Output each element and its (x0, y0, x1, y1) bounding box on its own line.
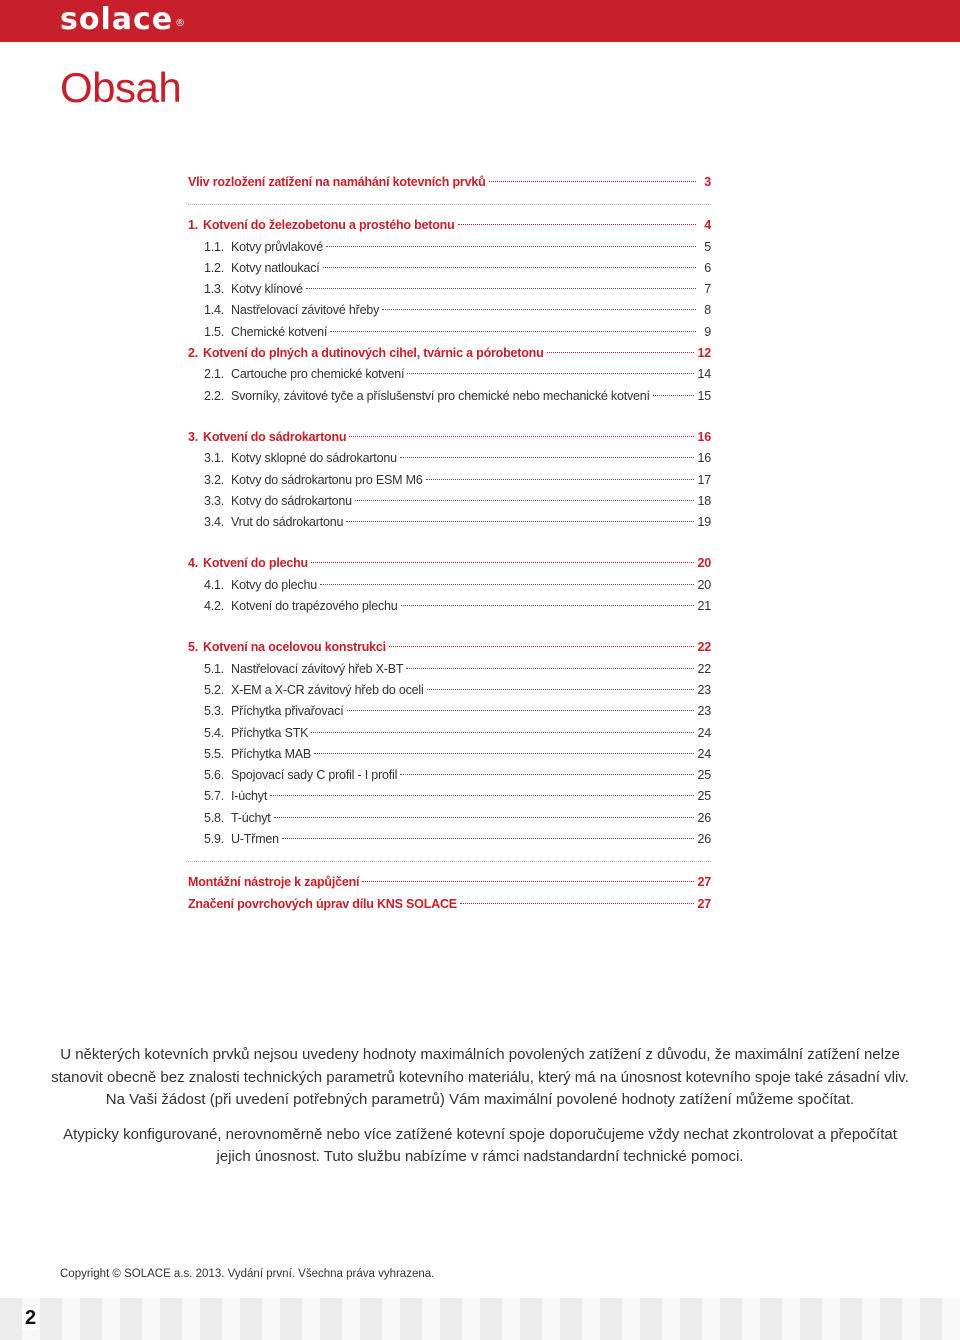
toc-entry-page: 22 (697, 661, 711, 676)
toc-entry-page: 25 (697, 768, 711, 783)
toc-entry-number: 3.2. (204, 472, 225, 487)
toc-subentry[interactable] (188, 765, 711, 786)
dot-leader (355, 500, 695, 501)
toc-entry-page: 26 (697, 810, 711, 825)
toc-entry-label: X-EM a X-CR závitový hřeb do oceli (231, 682, 424, 697)
toc-entry-page: 16 (697, 429, 711, 444)
dot-leader (320, 584, 695, 585)
toc-entry-number: 4. (188, 556, 199, 571)
table-of-contents (188, 172, 711, 915)
toc-entry-number: 5.3. (204, 704, 225, 719)
registered-mark: ® (175, 18, 187, 29)
toc-entry-page: 16 (697, 451, 711, 466)
dot-leader (389, 646, 695, 647)
toc-entry-label: Nastřelovací závitové hřeby (231, 303, 380, 318)
toc-entry-page: 9 (704, 324, 711, 339)
footer-bar (0, 1298, 960, 1340)
toc-entry-number: 4.1. (204, 577, 225, 592)
toc-subentry[interactable] (188, 701, 711, 722)
dot-leader (311, 732, 694, 733)
dot-leader (653, 395, 695, 396)
toc-entry-number: 4.2. (204, 599, 225, 614)
toc-entry-page: 24 (697, 746, 711, 761)
toc-entry-label: Kotvy sklopné do sádrokartonu (231, 451, 397, 466)
toc-entry-number: 5.9. (204, 832, 225, 847)
toc-entry-number: 5.2. (204, 682, 225, 697)
toc-entry-page: 14 (697, 367, 711, 382)
toc-sections-group (188, 215, 711, 850)
info-note (40, 1044, 920, 1181)
dot-leader (460, 903, 695, 904)
toc-subentry[interactable] (188, 258, 711, 279)
note-line: U některých kotevních prvků nejsou uvedeny hodnoty maximálních povolených zatížení z důvodu, že maximální zatížení nelze (60, 1046, 900, 1063)
dot-leader (382, 309, 696, 310)
toc-entry-number: 5. (188, 640, 199, 655)
toc-entry-number: 1.5. (204, 324, 225, 339)
toc-entry-label: Vrut do sádrokartonu (231, 515, 344, 530)
toc-entry-label: Vliv rozložení zatížení na namáhání kotevních prvků (188, 175, 486, 189)
toc-subentry[interactable] (188, 659, 711, 680)
toc-entry[interactable] (188, 172, 711, 193)
toc-entry-label: Kotvení do plechu (203, 556, 308, 571)
dot-leader (274, 817, 695, 818)
toc-entry-label: Spojovací sady C profil - I profil (231, 768, 398, 783)
toc-entry-number: 2.2. (204, 388, 225, 403)
note-line: Na Vaši žádost (při uvedení potřebných parametrů) Vám maximální povolené hodnoty zatížení můžeme spočítat. (105, 1091, 855, 1108)
toc-entry-page: 24 (697, 725, 711, 740)
dot-leader (346, 521, 694, 522)
dot-leader (458, 224, 696, 225)
toc-entry-label: T-úchyt (231, 810, 271, 825)
dot-leader (426, 479, 695, 480)
toc-entry-page: 23 (697, 682, 711, 697)
toc-entry[interactable] (188, 637, 711, 658)
toc-subentry[interactable] (188, 512, 711, 533)
toc-entry-page: 6 (704, 260, 711, 275)
toc-entry-page: 8 (704, 303, 711, 318)
toc-entry-page: 12 (697, 346, 711, 361)
toc-entry-page: 25 (697, 789, 711, 804)
toc-entry[interactable] (188, 553, 711, 574)
toc-entry[interactable] (188, 872, 711, 893)
toc-entry-page: 17 (697, 472, 711, 487)
dot-leader (400, 457, 695, 458)
toc-entry-page: 5 (704, 239, 711, 254)
toc-entry-label: Kotvy natloukací (231, 260, 320, 275)
toc-entry-number: 1.4. (204, 303, 225, 318)
toc-subentry[interactable] (188, 300, 711, 321)
toc-entry-label: Kotvy klínové (231, 282, 303, 297)
toc-spacer (188, 617, 711, 637)
note-line: stanovit obecně bez znalosti technických parametrů kotevního materiálu, který má na únosnost kotevního spoje také zásadní vliv. (51, 1068, 909, 1086)
toc-entry-number: 5.4. (204, 725, 225, 740)
note-line: Atypicky konfigurované, nerovnoměrně nebo více zatížené kotevní spoje doporučujeme vždy nechat zkontrolovat a přepočítat (63, 1125, 897, 1143)
dot-leader (311, 562, 695, 563)
toc-entry-page: 27 (697, 875, 711, 890)
toc-subentry[interactable] (188, 322, 711, 343)
dot-leader (362, 881, 694, 882)
copyright-text: Copyright © SOLACE a.s. 2013. Vydání první. Všechna práva vyhrazena. (60, 1268, 435, 1280)
toc-subentry[interactable] (188, 279, 711, 300)
logo-text: solace (60, 2, 174, 37)
toc-subentry[interactable] (188, 575, 711, 596)
toc-entry-label: Kotvení do plných a dutinových cihel, tvárnic a pórobetonu (203, 346, 544, 361)
toc-entry-page: 26 (697, 832, 711, 847)
toc-entry-number: 2. (188, 346, 199, 361)
toc-entry-number: 3.3. (204, 493, 225, 508)
toc-entry-number: 5.6. (204, 768, 225, 783)
toc-subentry[interactable] (188, 237, 711, 258)
dot-leader (349, 436, 694, 437)
note-paragraph-2 (40, 1124, 920, 1169)
dot-leader (407, 373, 694, 374)
toc-entry-page: 21 (697, 599, 711, 614)
toc-entry-label: U-Třmen (231, 832, 279, 847)
toc-intro-group (188, 172, 711, 193)
toc-entry-label: Kotvení do trapézového plechu (231, 599, 398, 614)
dot-leader (282, 838, 695, 839)
toc-entry-label: Kotvy do sádrokartonu pro ESM M6 (231, 472, 423, 487)
toc-entry-number: 3. (188, 429, 199, 444)
toc-entry-page: 19 (697, 515, 711, 530)
toc-entry-page: 3 (704, 175, 711, 189)
dot-leader (401, 605, 695, 606)
dot-leader (314, 753, 694, 754)
dot-leader (406, 668, 694, 669)
toc-entry-label: Cartouche pro chemické kotvení (231, 367, 405, 382)
toc-entry[interactable] (188, 894, 711, 915)
note-paragraph-1 (40, 1044, 920, 1112)
toc-entry-page: 22 (697, 640, 711, 655)
toc-entry-number: 5.1. (204, 661, 225, 676)
dot-leader (547, 352, 695, 353)
note-line: jejich únosnost. Tuto službu nabízíme v rámci nadstandardní technické pomoci. (216, 1148, 744, 1165)
header-bar (0, 0, 960, 42)
toc-subentry[interactable] (188, 829, 711, 850)
toc-entry-page: 23 (697, 704, 711, 719)
toc-entry-label: Kotvení na ocelovou konstrukci (203, 640, 386, 655)
toc-entry-page: 7 (704, 282, 711, 297)
toc-entry-number: 5.7. (204, 789, 225, 804)
toc-entry[interactable] (188, 427, 711, 448)
toc-subentry[interactable] (188, 786, 711, 807)
toc-entry-number: 3.1. (204, 451, 225, 466)
toc-subentry[interactable] (188, 470, 711, 491)
toc-entry-label: Kotvení do sádrokartonu (203, 429, 347, 444)
toc-subentry[interactable] (188, 723, 711, 744)
toc-entry-number: 5.8. (204, 810, 225, 825)
toc-subentry[interactable] (188, 680, 711, 701)
dot-leader (306, 288, 696, 289)
toc-entry-number: 1. (188, 218, 199, 233)
toc-entry-number: 5.5. (204, 746, 225, 761)
toc-divider (188, 850, 711, 862)
toc-entry-label: Kotvy průvlakové (231, 239, 323, 254)
toc-entry-label: Kotvy do plechu (231, 577, 317, 592)
toc-entry-label: Chemické kotvení (231, 324, 328, 339)
page-title: Obsah (60, 64, 182, 111)
toc-entry-number: 1.3. (204, 282, 225, 297)
toc-subentry[interactable] (188, 448, 711, 469)
page-number: 2 (22, 1307, 39, 1330)
toc-entry-label: Příchytka STK (231, 725, 309, 740)
toc-entry-page: 18 (697, 493, 711, 508)
toc-spacer (188, 407, 711, 427)
toc-entry-page: 20 (697, 556, 711, 571)
toc-entry-label: I-úchyt (231, 789, 268, 804)
toc-divider (188, 193, 711, 205)
toc-appendix-group (188, 872, 711, 915)
toc-entry-page: 4 (704, 218, 711, 233)
toc-entry-page: 15 (697, 388, 711, 403)
toc-entry[interactable] (188, 343, 711, 364)
toc-entry-number: 1.2. (204, 260, 225, 275)
toc-subentry[interactable] (188, 808, 711, 829)
dot-leader (489, 181, 696, 182)
solace-logo (60, 3, 186, 37)
toc-entry-label: Montážní nástroje k zapůjčení (188, 875, 360, 890)
toc-subentry[interactable] (188, 364, 711, 385)
toc-entry-label: Svorníky, závitové tyče a příslušenství pro chemické nebo mechanické kotvení (231, 388, 650, 403)
toc-subentry[interactable] (188, 596, 711, 617)
toc-entry-label: Kotvy do sádrokartonu (231, 493, 352, 508)
dot-leader (270, 795, 694, 796)
toc-entry-label: Příchytka přivařovací (231, 704, 344, 719)
toc-entry[interactable] (188, 215, 711, 236)
toc-entry-label: Značení povrchových úprav dílu KNS SOLACE (188, 896, 457, 911)
dot-leader (326, 246, 696, 247)
dot-leader (400, 774, 694, 775)
dot-leader (330, 331, 696, 332)
toc-subentry[interactable] (188, 491, 711, 512)
toc-entry-label: Nastřelovací závitový hřeb X-BT (231, 661, 404, 676)
toc-entry-number: 1.1. (204, 239, 225, 254)
dot-leader (427, 689, 695, 690)
toc-entry-label: Příchytka MAB (231, 746, 312, 761)
toc-entry-number: 2.1. (204, 367, 225, 382)
dot-leader (347, 710, 695, 711)
toc-entry-page: 27 (697, 896, 711, 911)
toc-subentry[interactable] (188, 744, 711, 765)
dot-leader (323, 267, 696, 268)
toc-entry-number: 3.4. (204, 515, 225, 530)
toc-subentry[interactable] (188, 386, 711, 407)
toc-entry-page: 20 (697, 577, 711, 592)
toc-spacer (188, 533, 711, 553)
toc-entry-label: Kotvení do železobetonu a prostého betonu (203, 218, 455, 233)
